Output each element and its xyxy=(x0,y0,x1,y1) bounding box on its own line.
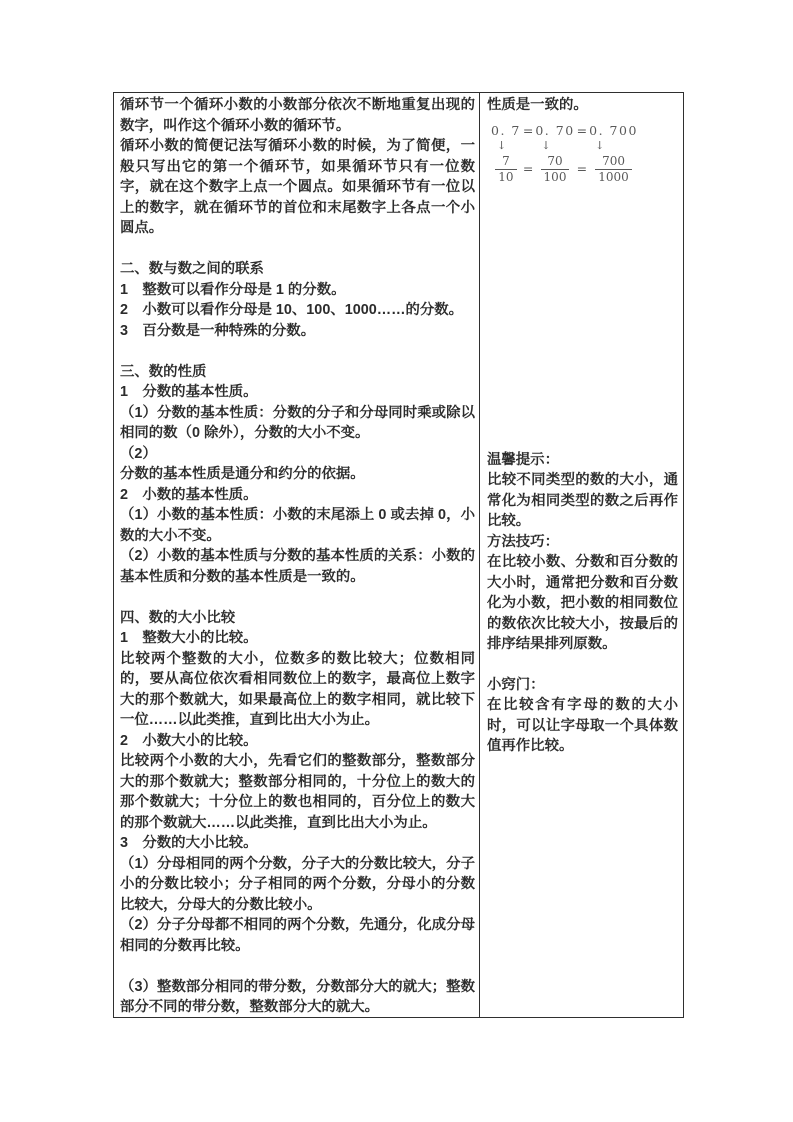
text-paragraph: （2） xyxy=(120,445,157,462)
text-paragraph: 1 整数大小的比较。 xyxy=(120,630,258,646)
equals-sign: = xyxy=(522,122,534,138)
decimal-term: 0. 700 xyxy=(589,122,638,138)
denominator: 10 xyxy=(495,169,516,184)
text-paragraph: （3）整数部分相同的带分数，分数部分大的就大；整数部分不同的带分数，整数部分大的就大。 xyxy=(120,978,475,1015)
text-paragraph: 1 分数的基本性质。 xyxy=(120,384,258,400)
tip-body: 比较不同类型的数的大小，通常化为相同类型的数之后再作比较。 xyxy=(487,472,678,529)
equals-sign: = xyxy=(576,160,588,176)
method-body: 在比较小数、分数和百分数的大小时，通常把分数和百分数化为小数，把小数的相同数位的数依次比较大小，按最后的排序结果排列原数。 xyxy=(487,554,678,652)
text-paragraph: （2）小数的基本性质与分数的基本性质的关系：小数的基本性质和分数的基本性质是一致的。 xyxy=(120,548,475,585)
blank-line xyxy=(120,956,475,977)
text-paragraph: 2 小数可以看作分母是 10、100、1000……的分数。 xyxy=(120,302,464,318)
down-arrow-icon: ↓ xyxy=(595,138,605,152)
text-paragraph: 分数的基本性质是通分和约分的依据。 xyxy=(120,466,365,482)
tip-title: 温馨提示： xyxy=(487,451,559,468)
text-paragraph: （1）分数的基本性质：分数的分子和分母同时乘或除以相同的数（0 除外），分数的大小不变。 xyxy=(120,404,475,441)
main-text-cell xyxy=(114,93,480,1017)
equals-sign: = xyxy=(522,160,534,176)
down-arrow-icon: ↓ xyxy=(541,138,551,152)
method-title: 方法技巧： xyxy=(487,533,559,550)
text-paragraph: 四、数的大小比较 xyxy=(120,609,236,626)
text-paragraph: 循环节一个循环小数的小数部分依次不断地重复出现的数字，叫作这个循环小数的循环节。 xyxy=(120,97,475,134)
numerator: 70 xyxy=(547,153,563,168)
text-paragraph: （1）小数的基本性质：小数的末尾添上 0 或去掉 0，小数的大小不变。 xyxy=(120,507,475,544)
down-arrow-icon: ↓ xyxy=(497,138,507,152)
blank-line xyxy=(120,587,475,608)
text-paragraph: 二、数与数之间的联系 xyxy=(120,261,264,277)
tips-block xyxy=(487,450,678,655)
fraction xyxy=(595,155,632,184)
numerator: 7 xyxy=(502,153,510,168)
text-paragraph: 2 小数大小的比较。 xyxy=(120,732,258,749)
text-paragraph: 2 小数的基本性质。 xyxy=(120,486,258,503)
decimal-term: 0. 7 xyxy=(491,122,521,138)
blank-line xyxy=(120,341,475,362)
decimal-term: 0. 70 xyxy=(535,122,575,138)
blank-line xyxy=(120,239,475,260)
text-paragraph: 1 整数可以看作分母是 1 的分数。 xyxy=(120,281,346,298)
trick-body: 在比较含有字母的数的大小时，可以让字母取一个具体数值再作比较。 xyxy=(487,697,678,754)
text-paragraph: 三、数的性质 xyxy=(120,363,207,380)
doc-table xyxy=(113,92,684,1018)
continuation-line: 性质是一致的。 xyxy=(487,97,588,113)
text-paragraph: （2）分子分母都不相同的两个分数，先通分，化成分母相同的分数再比较。 xyxy=(120,917,475,954)
trick-title: 小窍门： xyxy=(487,676,545,693)
text-paragraph: 循环小数的简便记法写循环小数的时候，为了简便，一般只写出它的第一个循环节，如果循环节只有一位数字，就在这个数字上点一个圆点。如果循环节有一位以上的数字，就在循环节的首位和末尾数字上各点一个小圆点。 xyxy=(120,138,475,236)
text-paragraph: 比较两个小数的大小，先看它们的整数部分，整数部分大的那个数就大；整数部分相同的，十分位上的数大的那个数就大；十分位上的数也相同的，百分位上的数大的那个数就大……以此类推，直到比出大小为止。 xyxy=(120,753,475,831)
text-paragraph: 3 分数的大小比较。 xyxy=(120,835,258,851)
equals-sign: = xyxy=(576,122,588,138)
fraction xyxy=(541,155,570,184)
text-paragraph: 3 百分数是一种特殊的分数。 xyxy=(120,322,316,339)
denominator: 100 xyxy=(541,169,570,184)
notes-cell xyxy=(480,93,683,1017)
denominator: 1000 xyxy=(595,169,632,184)
fraction xyxy=(495,155,516,184)
trick-block xyxy=(487,675,678,757)
numerator: 700 xyxy=(602,153,625,168)
text-paragraph: 比较两个整数的大小，位数多的数比较大；位数相同的，要从高位依次看相同数位上的数字，最高位上数字大的那个数就大，如果最高位上的数字相同，就比较下一位……以此类推，直到比出大小为止。 xyxy=(120,650,475,728)
decimal-fraction-formula xyxy=(491,122,678,184)
text-paragraph: （1）分母相同的两个分数，分子大的分数比较大，分子小的分数比较小；分子相同的两个分数，分母小的分数比较大，分母大的分数比较小。 xyxy=(120,855,475,913)
